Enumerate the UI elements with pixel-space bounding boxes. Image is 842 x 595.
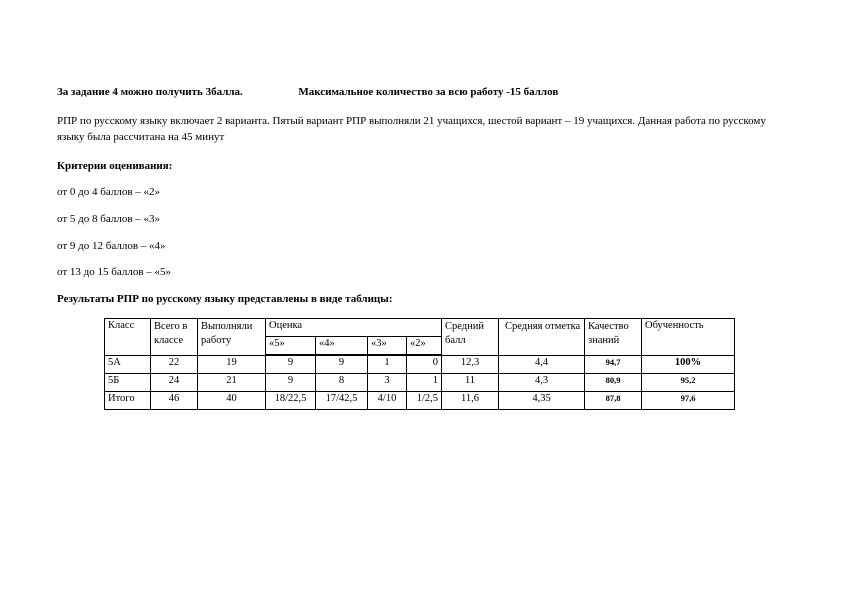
cell-grade-4: 9 <box>316 355 368 374</box>
cell-grade-4: 8 <box>316 374 368 392</box>
criteria-title: Критерии оценивания: <box>57 160 173 172</box>
cell-quality: 94,7 <box>585 355 642 374</box>
cell-total: 24 <box>151 374 198 392</box>
table-row <box>105 355 735 374</box>
cell-class: 5Б <box>105 374 151 392</box>
cell-did: 40 <box>198 392 266 410</box>
cell-avg-score: 12,3 <box>442 355 499 374</box>
header-grade-2: «2» <box>407 337 442 356</box>
cell-grade-5: 9 <box>266 355 316 374</box>
table-row-total <box>105 392 735 410</box>
cell-learning: 100% <box>642 355 735 374</box>
results-table <box>104 318 735 410</box>
cell-grade-2: 1/2,5 <box>407 392 442 410</box>
cell-learning: 97,6 <box>642 392 735 410</box>
intro-paragraph: РПР по русскому языку включает 2 варианта. Пятый вариант РПР выполняли 21 учащихся, шестой вариант – 19 учащихся. Данная работа по русскому языку была рассчитана на 45 минут <box>57 115 766 143</box>
cell-grade-5: 18/22,5 <box>266 392 316 410</box>
cell-grade-2: 1 <box>407 374 442 392</box>
cell-quality: 87,8 <box>585 392 642 410</box>
header-learning: Обученность <box>642 319 735 356</box>
cell-learning: 95,2 <box>642 374 735 392</box>
cell-avg-score: 11,6 <box>442 392 499 410</box>
cell-total: 22 <box>151 355 198 374</box>
header-grade-4: «4» <box>316 337 368 356</box>
header-quality: Качество знаний <box>585 319 642 356</box>
table-header-row <box>105 319 735 337</box>
cell-grade-5: 9 <box>266 374 316 392</box>
header-grade-3: «3» <box>368 337 407 356</box>
cell-avg-mark: 4,35 <box>499 392 585 410</box>
cell-grade-3: 3 <box>368 374 407 392</box>
cell-grade-3: 1 <box>368 355 407 374</box>
header-avg-score: Средний балл <box>442 319 499 356</box>
cell-class: 5А <box>105 355 151 374</box>
criteria-item: от 5 до 8 баллов – «3» <box>57 213 161 225</box>
header-avg-mark: Средняя отметка <box>499 319 585 356</box>
cell-class: Итого <box>105 392 151 410</box>
criteria-item: от 13 до 15 баллов – «5» <box>57 266 172 278</box>
cell-grade-3: 4/10 <box>368 392 407 410</box>
cell-quality: 80,9 <box>585 374 642 392</box>
cell-avg-mark: 4,3 <box>499 374 585 392</box>
cell-grade-4: 17/42,5 <box>316 392 368 410</box>
header-grade-5: «5» <box>266 337 316 356</box>
cell-total: 46 <box>151 392 198 410</box>
header-did: Выполняли работу <box>198 319 266 356</box>
criteria-item: от 9 до 12 баллов – «4» <box>57 240 166 252</box>
score-info-line <box>57 86 558 98</box>
cell-avg-mark: 4,4 <box>499 355 585 374</box>
cell-grade-2: 0 <box>407 355 442 374</box>
header-total: Всего в классе <box>151 319 198 356</box>
cell-did: 19 <box>198 355 266 374</box>
header-grade: Оценка <box>266 319 442 337</box>
cell-avg-score: 11 <box>442 374 499 392</box>
max-score-text: Максимальное количество за всю работу -15 баллов <box>298 86 559 98</box>
header-class: Класс <box>105 319 151 356</box>
task4-score-text: За задание 4 можно получить 3балла. <box>57 86 243 98</box>
criteria-item: от 0 до 4 баллов – «2» <box>57 186 161 198</box>
results-title: Результаты РПР по русскому языку представлены в виде таблицы: <box>57 293 393 305</box>
cell-did: 21 <box>198 374 266 392</box>
table-row <box>105 374 735 392</box>
